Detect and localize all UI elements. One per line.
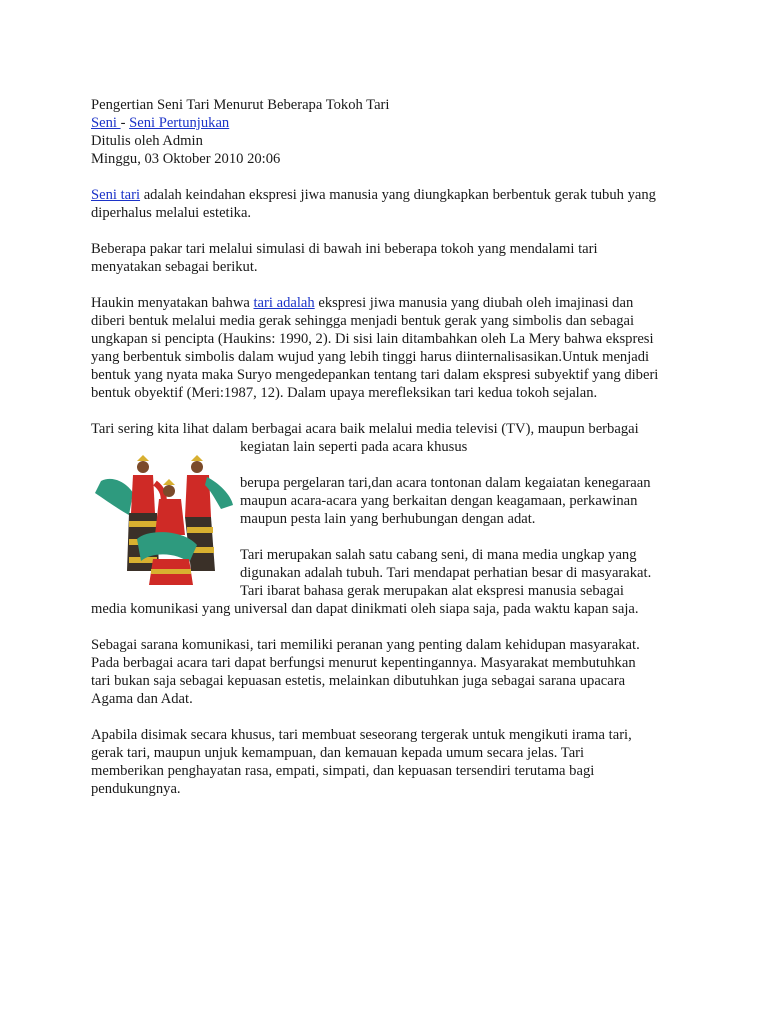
text: ekspresi jiwa manusia yang diubah oleh imajinasi dan	[314, 295, 634, 311]
breadcrumb-separator: -	[120, 115, 130, 131]
article	[91, 96, 681, 816]
link-tari-adalah[interactable]: tari adalah	[253, 295, 315, 311]
text: diberi bentuk melalui media gerak sehingga menjadi bentuk gerak yang simbolis dan sebagai	[91, 313, 635, 329]
text: diperhalus melalui estetika.	[91, 205, 252, 221]
text: Tari sering kita lihat dalam berbagai acara baik melalui media televisi (TV), maupun berbagai	[91, 421, 639, 437]
text: Pada berbagai acara tari dapat berfungsi menurut kepentingannya. Masyarakat membutuhkan	[91, 655, 636, 671]
paragraph-2	[91, 240, 681, 276]
text: Beberapa pakar tari melalui simulasi di bawah ini beberapa tokoh yang mendalami tari	[91, 241, 598, 257]
paragraph-1	[91, 186, 681, 222]
text: pendukungnya.	[91, 781, 181, 797]
paragraph-7	[91, 726, 681, 798]
text: kegiatan lain seperti pada acara khusus	[240, 439, 468, 455]
text: Tari merupakan salah satu cabang seni, di mana media ungkap yang	[240, 547, 637, 563]
paragraph-6	[91, 636, 681, 708]
text: media komunikasi yang universal dan dapat dinikmati oleh siapa saja, pada waktu kapan saja.	[91, 601, 639, 617]
text: yang berbentuk simbolis dalam wujud yang lebih tinggi harus diinternalisasikan.Untuk menjadi	[91, 349, 650, 365]
text: Sebagai sarana komunikasi, tari memiliki peranan yang penting dalam kehidupan masyarakat.	[91, 637, 640, 653]
text: Haukin menyatakan bahwa	[91, 295, 254, 311]
breadcrumb	[91, 114, 681, 132]
breadcrumb-link-seni-pertunjukan[interactable]: Seni Pertunjukan	[129, 115, 230, 131]
author-line: Ditulis oleh Admin	[91, 133, 203, 149]
text: gerak tari, maupun unjuk kemampuan, dan kemauan kepada umum secara jelas. Tari	[91, 745, 585, 761]
text: menyatakan sebagai berikut.	[91, 259, 258, 275]
text: berupa pergelaran tari,dan acara tontonan dalam kegaiatan kenegaraan	[240, 475, 651, 491]
text: tari bukan saja sebagai kepuasan estetis, melainkan dibutuhkan juga sebagai sarana upacara	[91, 673, 626, 689]
link-seni-tari[interactable]: Seni tari	[91, 187, 141, 203]
text: adalah keindahan ekspresi jiwa manusia yang diungkapkan berbentuk gerak tubuh yang	[140, 187, 656, 203]
text: Agama dan Adat.	[91, 691, 193, 707]
breadcrumb-link-seni[interactable]: Seni	[91, 115, 121, 131]
text: bentuk obyektif (Meri:1987, 12). Dalam upaya merefleksikan tari kedua tokoh sejalan.	[91, 385, 598, 401]
text: memberikan penghayatan rasa, empati, simpati, dan kepuasan tersendiri terutama bagi	[91, 763, 595, 779]
paragraph-5	[91, 546, 681, 618]
date-line: Minggu, 03 Oktober 2010 20:06	[91, 151, 281, 167]
text: bentuk yang nyata maka Suryo mengedepankan tentang tari dalam ekspresi subyektif yang diberi	[91, 367, 659, 383]
text: Tari ibarat bahasa gerak merupakan alat ekspresi manusia sebagai	[240, 583, 624, 599]
paragraph-3	[91, 294, 681, 402]
article-title: Pengertian Seni Tari Menurut Beberapa Tokoh Tari	[91, 97, 390, 113]
text: maupun acara-acara yang berkaitan dengan keagamaan, perkawinan	[240, 493, 638, 509]
paragraph-4	[91, 420, 681, 528]
text: Apabila disimak secara khusus, tari membuat seseorang tergerak untuk mengikuti irama tari,	[91, 727, 632, 743]
text: digunakan adalah tubuh. Tari mendapat perhatian besar di masyarakat.	[240, 565, 652, 581]
text: maupun pesta lain yang berhubungan dengan adat.	[240, 511, 536, 527]
text: ungkapan si pencipta (Haukins: 1990, 2). Di sisi lain ditambahkan oleh La Mery bahwa ekspresi	[91, 331, 654, 347]
